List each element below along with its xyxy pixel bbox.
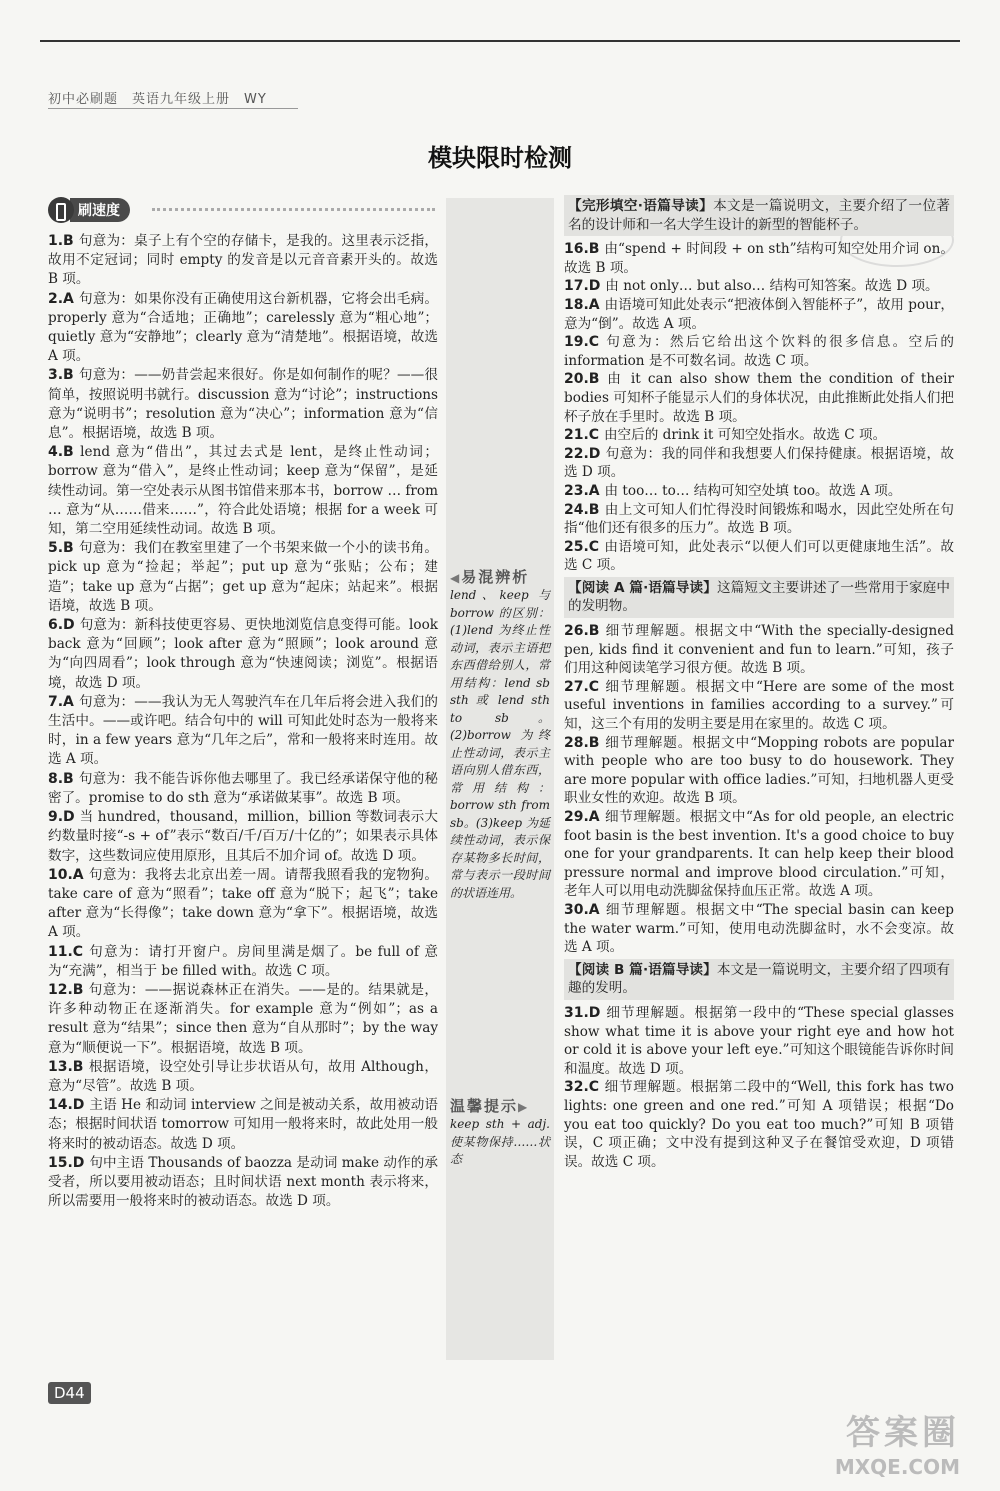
answer-item	[564, 277, 954, 296]
side-note-confusion	[446, 566, 554, 902]
section-summary: 这篇短文主要讲述了一些常用于家庭中的发明物。	[568, 579, 950, 615]
arrow-right-icon: ▶	[518, 1100, 530, 1114]
arrow-left-icon: ◀	[450, 571, 462, 585]
answer-item	[48, 539, 438, 616]
pen-icon	[48, 197, 74, 223]
answer-explanation: 句意为：我们在教室里建了一个书架来做一个小的读书角。pick up 意为“捡起；举起”；put up 意为“张贴；公布；建造”；take up 意为“占据”；get up 意为“起床；站起来”。根据语境，故选 B 项。	[48, 540, 439, 614]
answer-item	[48, 616, 438, 693]
answer-number: 2.A	[48, 290, 79, 307]
answer-number: 16.B	[564, 241, 605, 258]
answer-number: 31.D	[564, 1004, 607, 1021]
answer-number: 15.D	[48, 1154, 90, 1171]
answer-item	[48, 808, 438, 866]
answer-explanation: 主语 He 和动词 interview 之间是被动关系，故用被动语态；根据时间状语 tomorrow 可知用一般将来时，故此处用一般将来时的被动语态。故选 D 项。	[48, 1097, 439, 1152]
section-intro	[564, 577, 954, 618]
side-note-body: lend、keep 与 borrow 的区别：(1)lend 为终止性动词，表示主语把东西借给别人，常用结构：lend sb sth 或 lend sth to sb。(2)borrow 为终止性动词，表示主语向别人借东西，常用结构：borrow sth from sb。(3)keep 为延续性动词，表示保存某物多长时间，常与表示一段时间的状语连用。	[450, 588, 550, 900]
answer-explanation: 句意为：如果你没有正确使用这台新机器，它将会出毛病。properly 意为“合适地；正确地”；carelessly 意为“粗心地”；quietly 意为“安静地”；clearly 意为“清楚地”。根据语境，故选 A 项。	[48, 290, 438, 365]
badge-dotted-rule	[152, 208, 435, 211]
answer-item	[564, 538, 954, 575]
answer-number: 6.D	[48, 617, 80, 634]
answer-item	[48, 693, 438, 770]
page-top-rule	[40, 40, 960, 42]
answer-explanation: 细节理解题。根据第一段中的“These special glasses show what time it is above your right eye and how hot or cold it is above your left eye.”可知这个眼镜能告诉你时间和温度。故选 D 项。	[564, 1004, 954, 1077]
section-tag: 【阅读 B 篇·语篇导读】	[568, 961, 717, 978]
answer-explanation: 根据语境，设空处引导让步状语从句，故用 Although，意为“尽管”。故选 B 项。	[48, 1058, 438, 1094]
answer-number: 30.A	[564, 901, 606, 918]
answer-explanation: 细节理解题。根据第二段中的“Well, this fork has two lights: one green and one red.”可知 A 项错误；根据“Do you eat too quickly? Do you eat too much?”可知 B 项错误，C 项正确；文中没有提到这种叉子在餐馆受欢迎，D 项错误。故选 C 项。	[564, 1079, 954, 1170]
answer-item	[564, 445, 954, 482]
left-answer-column	[48, 232, 438, 1211]
answer-number: 11.C	[48, 943, 90, 960]
answer-number: 17.D	[564, 278, 606, 295]
answer-explanation: 由空后的 drink it 可知空处指水。故选 C 项。	[603, 427, 887, 444]
section-summary: 本文是一篇说明文，主要介绍了四项有趣的发明。	[568, 961, 951, 997]
answer-number: 23.A	[564, 482, 605, 499]
answer-explanation: 由 too… to… 结构可知空处填 too。故选 A 项。	[604, 482, 902, 499]
answer-number: 10.A	[48, 866, 89, 883]
answer-number: 12.B	[48, 981, 89, 998]
header-underline	[48, 108, 298, 109]
answer-number: 27.C	[564, 678, 606, 695]
answer-number: 8.B	[48, 770, 79, 787]
badge-label: 刷速度	[70, 198, 130, 222]
answer-number: 29.A	[564, 809, 606, 825]
answer-item	[564, 482, 954, 501]
answer-number: 20.B	[564, 371, 608, 388]
side-note-body: keep sth + adj. 使某物保持……状态	[450, 1117, 550, 1166]
answer-explanation: 句意为：——我认为无人驾驶汽车在几年后将会进入我们的生活中。——或许吧。结合句中的 will 可知此处时态为一般将来时，in a few years 意为“几年之后”，常和一般将来时连用。故选 A 项。	[48, 693, 438, 768]
page-number: D44	[48, 1382, 91, 1404]
answer-explanation: 细节理解题。根据文中“Here are some of the most useful inventions in families according to a survey.”可知，这三个有用的发明主要是用在家里的。故选 C 项。	[564, 678, 955, 733]
answer-item	[564, 501, 954, 538]
answer-item	[564, 678, 954, 734]
answer-number: 7.A	[48, 693, 79, 710]
answer-item	[48, 770, 438, 808]
answer-explanation: 细节理解题。根据文中“The special basin can keep the water warm.”可知，使用电动洗脚盆时，水不会变凉。故选 A 项。	[564, 901, 954, 956]
side-note-title: 温馨提示▶	[450, 1097, 530, 1115]
answer-explanation: 句意为：——据说森林正在消失。——是的。结果就是，许多种动物正在逐渐消失。for example 意为“例如”；as a result 意为“结果”；since then 意为“自从那时”；by the way 意为“顺便说一下”。根据语境，故选 B 项。	[48, 981, 438, 1056]
answer-explanation: 细节理解题。根据文中“Mopping robots are popular with people who are too busy to do housework. They are more popular with office ladies.”可知，扫地机器人更受职业女性的欢迎。故选 B 项。	[564, 734, 954, 807]
answer-number: 3.B	[48, 367, 79, 384]
answer-number: 22.D	[564, 445, 606, 462]
running-header: 初中必刷题 英语九年级上册 WY	[48, 92, 267, 107]
answer-item	[48, 1058, 438, 1096]
side-note-tip	[446, 1095, 554, 1169]
answer-explanation: 句意为：桌子上有个空的存储卡，是我的。这里表示泛指，故用不定冠词；同时 empty 的发音是以元音音素开头的。故选 B 项。	[48, 233, 439, 288]
answer-explanation: 由 not only… but also… 结构可知答案。故选 D 项。	[605, 278, 939, 295]
watermark-url: MXQE.COM	[834, 1455, 960, 1479]
answer-item	[48, 943, 438, 981]
answer-item	[564, 808, 954, 901]
answer-number: 1.B	[48, 233, 79, 249]
answer-item	[48, 1154, 438, 1212]
answer-item	[48, 366, 438, 443]
answer-item	[564, 296, 954, 333]
answer-item	[48, 232, 438, 290]
answer-number: 32.C	[564, 1079, 605, 1096]
section-tag: 【阅读 A 篇·语篇导读】	[568, 579, 717, 596]
answer-explanation: 由 it can also show them the condition of their bodies 可知杯子能显示人们的身体状况，由此推断此处指人们把杯子放在手里时。故选 B 项。	[564, 371, 954, 425]
answer-explanation: 句意为：新科技使更容易、更快地浏览信息变得可能。look back 意为“回顾”；look after 意为“照顾”；look around 意为“向四周看”；look through 意为“快速阅读；浏览”。根据语境，故选 D 项。	[48, 617, 438, 691]
right-answer-column	[564, 193, 954, 1171]
answer-explanation: 细节理解题。根据文中“With the specially-designed pen, kids find it convenient and fun to learn.”可知，孩子们用这种阅读笔学习很方便。故选 B 项。	[564, 623, 954, 677]
answer-item	[564, 370, 954, 426]
answer-number: 24.B	[564, 501, 605, 518]
answer-number: 13.B	[48, 1058, 89, 1075]
side-note-title: ◀易混辨析	[450, 568, 530, 586]
answer-explanation: 句意为：——奶昔尝起来很好。你是如何制作的呢？——很简单，按照说明书就行。discussion 意为“讨论”；instructions 意为“说明书”；resolution 意为“决心”；information 意为“信息”。根据语境，故选 B 项。	[48, 367, 439, 442]
section-badge	[48, 197, 130, 223]
answer-item	[564, 622, 954, 678]
answer-number: 14.D	[48, 1097, 90, 1114]
answer-number: 4.B	[48, 444, 81, 461]
answer-explanation: 细节理解题。根据文中“As for old people, an electric foot basin is the best invention. It's a good choice to buy one for your grandparents. It can help keep their blood pressure normal and improve blood circulation.”可知，老年人可以用电动洗脚盆保持血压正常。故选 A 项。	[564, 809, 954, 900]
section-intro	[564, 195, 954, 236]
answer-item	[48, 290, 438, 367]
section-intro	[564, 959, 954, 1000]
answer-explanation: 句意为：然后它给出这个饮料的很多信息。空后的 information 是不可数名词。故选 C 项。	[564, 334, 955, 369]
answer-item	[564, 333, 954, 370]
answer-item	[564, 240, 954, 277]
answer-number: 9.D	[48, 809, 80, 826]
answer-item	[564, 1078, 954, 1171]
answer-item	[564, 901, 954, 957]
answer-explanation: 句意为：我不能告诉你他去哪里了。我已经承诺保守他的秘密了。promise to do sth 意为“承诺做某事”。故选 B 项。	[48, 770, 439, 806]
answer-explanation: 句中主语 Thousands of baozza 是动词 make 动作的承受者，所以要用被动语态；且时间状语 next month 表示将来，所以需要用一般将来时的被动语态。故选 D 项。	[48, 1154, 438, 1210]
page-title: 模块限时检测	[428, 144, 572, 172]
answer-number: 26.B	[564, 623, 606, 640]
answer-number: 19.C	[564, 334, 607, 351]
section-tag: 【完形填空·语篇导读】	[568, 198, 714, 214]
answer-number: 28.B	[564, 734, 606, 751]
answer-number: 25.C	[564, 538, 605, 555]
answer-explanation: 句意为：请打开窗户。房间里满是烟了。be full of 意为“充满”，相当于 be filled with。故选 C 项。	[48, 943, 439, 979]
answer-item	[564, 1004, 954, 1078]
section-summary: 本文是一篇说明文，主要介绍了一位著名的设计师和一名大学生设计的新型的智能杯子。	[568, 198, 950, 233]
answer-number: 18.A	[564, 296, 605, 313]
answer-explanation: 句意为：我的同伴和我想要人们保持健康。根据语境，故选 D 项。	[564, 445, 955, 481]
answer-explanation: 由“spend + 时间段 + on sth”结构可知空处用介词 on。故选 B 项。	[564, 241, 954, 276]
answer-explanation: 句意为：我将去北京出差一周。请帮我照看我的宠物狗。take care of 意为“照看”；take off 意为“脱下；起飞”；take after 意为“长得像”；take down 意为“拿下”。根据语境，故选 A 项。	[48, 866, 439, 941]
answer-item	[48, 443, 438, 539]
watermark-logo: 答案圈	[846, 1413, 960, 1453]
answer-item	[48, 866, 438, 943]
answer-number: 21.C	[564, 427, 604, 444]
answer-explanation: 当 hundred，thousand，million，billion 等数词表示大约数量时接“-s + of”表示“数百/千/百万/十亿的”；如果表示具体数字，这些数词应使用原形，且其后不加介词 of。故选 D 项。	[48, 809, 438, 864]
answer-explanation: 由语境可知，此处表示“以便人们可以更健康地生活”。故选 C 项。	[564, 538, 955, 574]
answer-item	[564, 426, 954, 445]
answer-number: 5.B	[48, 540, 79, 557]
answer-item	[48, 981, 438, 1058]
answer-explanation: 由上文可知人们忙得没时间锻炼和喝水，因此空处所在句指“他们还有很多的压力”。故选 B 项。	[564, 501, 954, 537]
answer-item	[48, 1096, 438, 1154]
answer-explanation: lend 意为“借出”，其过去式是 lent，是终止性动词；borrow 意为“借入”，是终止性动词；keep 意为“保留”，是延续性动词。第一空处表示从图书馆借来那本书，borrow … from … 意为“从……借来……”，符合此处语境；根据 for a week 可知，第二空用延续性动词。故选 B 项。	[48, 444, 439, 538]
answer-item	[564, 734, 954, 808]
answer-explanation: 由语境可知此处表示“把液体倒入智能杯子”，故用 pour，意为“倒”。故选 A 项。	[564, 296, 954, 332]
